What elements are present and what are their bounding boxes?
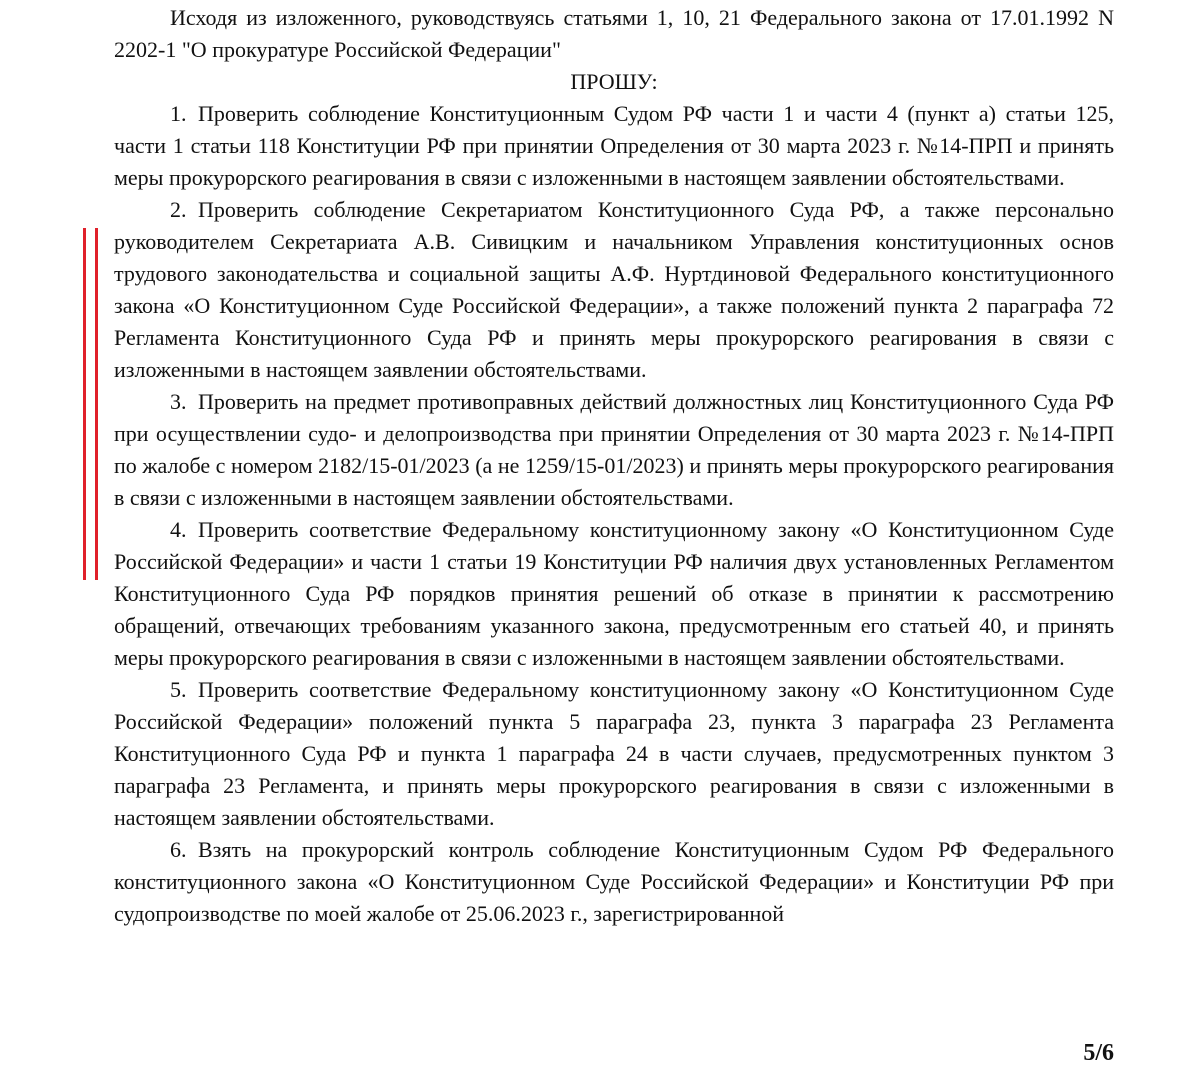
- list-item: [114, 194, 1114, 386]
- list-item-number: 6.: [170, 837, 187, 862]
- list-item: [114, 834, 1114, 930]
- list-item-number: 5.: [170, 677, 187, 702]
- list-item-text: Проверить соответствие Федеральному конституционному закону «О Конституционном Суде Российской Федерации» и части 1 статьи 19 Конституции РФ наличия двух установленных Регламентом Конституционного Суда РФ порядков принятия решений об отказе в принятии к рассмотрению обращений, отвечающих требованиям указанного закона, предусмотренным его статьей 40, и принять меры прокурорского реагирования в связи с изложенными в настоящем заявлении обстоятельствами.: [114, 517, 1114, 670]
- list-item-text: Проверить соблюдение Конституционным Судом РФ части 1 и части 4 (пункт а) статьи 125, части 1 статьи 118 Конституции РФ при принятии Определения от 30 марта 2023 г. №14-ПРП и принять меры прокурорского реагирования в связи с изложенными в настоящем заявлении обстоятельствами.: [114, 101, 1114, 190]
- list-item-text: Взять на прокурорский контроль соблюдение Конституционным Судом РФ Федерального конституционного закона «О Конституционном Суде Российской Федерации» и Конституции РФ при судопроизводстве по моей жалобе от 25.06.2023 г., зарегистрированной: [114, 837, 1114, 926]
- margin-marker-line: [95, 228, 98, 580]
- list-item-number: 2.: [170, 197, 187, 222]
- intro-paragraph: Исходя из изложенного, руководствуясь статьями 1, 10, 21 Федерального закона от 17.01.1992 N 2202-1 "О прокуратуре Российской Федерации": [114, 5, 1114, 62]
- list-item-number: 1.: [170, 101, 187, 126]
- list-item-text: Проверить соответствие Федеральному конституционному закону «О Конституционном Суде Российской Федерации» положений пункта 5 параграфа 23, пункта 3 параграфа 23 Регламента Конституционного Суда РФ и пункта 1 параграфа 24 в части случаев, предусмотренных пунктом 3 параграфа 23 Регламента, и принять меры прокурорского реагирования в связи с изложенными в настоящем заявлении обстоятельствами.: [114, 677, 1114, 830]
- list-item-text: Проверить на предмет противоправных действий должностных лиц Конституционного Суда РФ при осуществлении судо- и делопроизводства при принятии Определения от 30 марта 2023 г. №14-ПРП по жалобе с номером 2182/15-01/2023 (а не 1259/15-01/2023) и принять меры прокурорского реагирования в связи с изложенными в настоящем заявлении обстоятельствами.: [114, 389, 1114, 510]
- list-item: [114, 514, 1114, 674]
- list-item-text: Проверить соблюдение Секретариатом Конституционного Суда РФ, а также персонально руководителем Секретариата А.В. Сивицким и начальником Управления конституционных основ трудового законодательства и социальной защиты А.Ф. Нуртдиновой Федерального конституционного закона «О Конституционном Суде Российской Федерации», а также положений пункта 2 параграфа 72 Регламента Конституционного Суда РФ и принять меры прокурорского реагирования в связи с изложенными в настоящем заявлении обстоятельствами.: [114, 197, 1114, 382]
- list-item: [114, 386, 1114, 514]
- list-item-number: 3.: [170, 389, 187, 414]
- request-heading: ПРОШУ:: [570, 69, 658, 94]
- margin-marker-line: [83, 228, 86, 580]
- list-item-number: 4.: [170, 517, 187, 542]
- list-item: [114, 674, 1114, 834]
- list-item: [114, 98, 1114, 194]
- page-number: 5/6: [1083, 1040, 1114, 1066]
- document-body: [114, 0, 1114, 930]
